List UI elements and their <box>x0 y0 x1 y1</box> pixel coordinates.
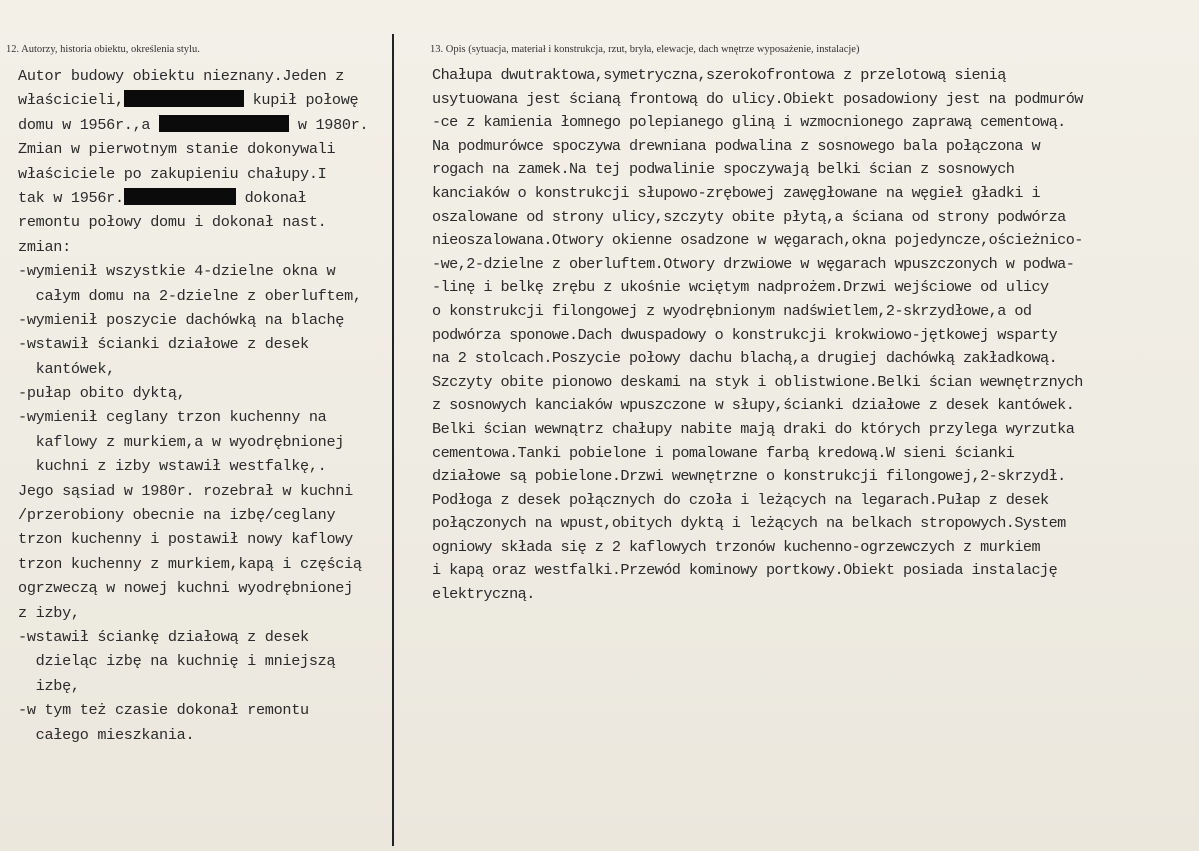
left-line: -wymienił poszycie dachówką na blachę <box>18 310 345 329</box>
section-12-text <box>18 64 393 747</box>
left-line: -wymienił ceglany trzon kuchenny na <box>18 408 327 427</box>
left-line: trzon kuchenny z murkiem,kapą i częścią <box>18 554 362 573</box>
right-line: Belki ścian wewnątrz chałupy nabite mają draki do których przylega wyrzutka <box>432 419 1075 438</box>
right-line: i kapą oraz westfalki.Przewód kominowy portkowy.Obiekt posiada instalację <box>432 561 1058 580</box>
section-12-header: 12. Autorzy, historia obiektu, określenia stylu. <box>6 44 200 55</box>
left-line: z izby, <box>18 603 80 622</box>
left-line <box>18 88 393 112</box>
left-line: kuchni z izby wstawił westfalkę,. <box>18 457 327 476</box>
section-13-text <box>432 64 1199 607</box>
right-line: o konstrukcji filongowej z wyodrębnionym nadświetlem,2-skrzydłowe,a od <box>432 301 1032 320</box>
left-line: kaflowy z murkiem,a w wyodrębnionej <box>18 432 345 451</box>
left-line: -w tym też czasie dokonał remontu <box>18 701 309 720</box>
left-line: właściciele po zakupieniu chałupy.I <box>18 164 327 183</box>
right-line: rogach na zamek.Na tej podwalinie spoczywają belki ścian z sosnowych <box>432 160 1015 179</box>
right-line: działowe są pobielone.Drzwi wewnętrzne o konstrukcji filongowej,2-skrzydł. <box>432 467 1066 486</box>
left-line: całego mieszkania. <box>18 725 195 744</box>
right-line: kanciaków o konstrukcji słupowo-zrębowej zawęgłowane na węgieł gładki i <box>432 183 1041 202</box>
left-line: ogrzweczą w nowej kuchni wyodrębnionej <box>18 579 353 598</box>
text-fragment: domu w 1956r.,a <box>18 115 160 134</box>
text-fragment: właścicieli, <box>18 91 124 110</box>
left-line: remontu połowy domu i dokonał nast. <box>18 213 327 232</box>
right-line: na 2 stolcach.Poszycie połowy dachu blachą,a drugiej dachówką zakładkową. <box>432 349 1058 368</box>
right-line: -ce z kamienia łomnego polepianego gliną i wzmocnionego zaprawą cementową. <box>432 113 1066 132</box>
right-line: cementowa.Tanki pobielone i pomalowane farbą kredową.W sieni ścianki <box>432 443 1015 462</box>
left-line <box>18 186 393 210</box>
left-line: /przerobiony obecnie na izbę/ceglany <box>18 506 336 525</box>
right-line: podwórza sponowe.Dach dwuspadowy o konstrukcji krokwiowo-jętkowej wsparty <box>432 325 1058 344</box>
right-line: -linę i belkę zrębu z ukośnie wciętym nadprożem.Drzwi wejściowe od ulicy <box>432 278 1049 297</box>
left-line: całym domu na 2-dzielne z oberluftem, <box>18 286 362 305</box>
right-line: nieoszalowana.Otwory okienne osadzone w węgarach,okna pojedyncze,ościeżnico- <box>432 231 1083 250</box>
text-fragment: tak w 1956r. <box>18 188 124 207</box>
right-line: -we,2-dzielne z oberluftem.Otwory drzwiowe w węgarach wpuszczonych w podwa- <box>432 254 1075 273</box>
right-line: z sosnowych kanciaków wpuszczone w słupy,ścianki działowe z desek kantówek. <box>432 396 1075 415</box>
left-line: Jego sąsiad w 1980r. rozebrał w kuchni <box>18 481 353 500</box>
redacted-name <box>159 115 289 132</box>
right-line: Na podmurówce spoczywa drewniana podwalina z sosnowego bala połączona w <box>432 136 1041 155</box>
right-line: Chałupa dwutraktowa,symetryczna,szerokofrontowa z przelotową sienią <box>432 66 1006 84</box>
left-line: Zmian w pierwotnym stanie dokonywali <box>18 140 336 159</box>
right-line: ogniowy składa się z 2 kaflowych trzonów kuchenno-ogrzewczych z murkiem <box>432 537 1041 556</box>
text-fragment: dokonał <box>235 188 307 207</box>
right-line: elektryczną. <box>432 585 535 604</box>
left-line: -wstawił ściankę działową z desek <box>18 627 309 646</box>
left-line: trzon kuchenny i postawił nowy kaflowy <box>18 530 353 549</box>
left-line: Autor budowy obiektu nieznany.Jeden z <box>18 67 345 85</box>
left-line: dzieląc izbę na kuchnię i mniejszą <box>18 652 336 671</box>
section-13-header: 13. Opis (sytuacja, materiał i konstrukcja, rzut, bryła, elewacje, dach wnętrze wyposażenie, instalacje) <box>430 44 860 55</box>
left-line: izbę, <box>18 676 80 695</box>
redacted-name <box>124 90 244 107</box>
left-line: kantówek, <box>18 359 115 378</box>
right-line: Podłoga z desek połącznych do czoła i leżących na legarach.Pułap z desek <box>432 490 1049 509</box>
right-line: oszalowane od strony ulicy,szczyty obite płytą,a ściana od strony podwórza <box>432 207 1066 226</box>
left-line: zmian: <box>18 237 71 256</box>
left-line: -wstawił ścianki działowe z desek <box>18 335 309 354</box>
text-fragment: w 1980r. <box>289 115 369 134</box>
left-line <box>18 113 393 137</box>
right-line: Szczyty obite pionowo deskami na styk i oblistwione.Belki ścian wewnętrznych <box>432 372 1083 391</box>
left-line: -wymienił wszystkie 4-dzielne okna w <box>18 262 336 281</box>
redacted-name <box>124 188 236 205</box>
right-line: połączonych na wpust,obitych dyktą i leżących na belkach stropowych.System <box>432 514 1066 533</box>
text-fragment: kupił połowę <box>243 91 359 110</box>
right-line: usytuowana jest ścianą frontową do ulicy.Obiekt posadowiony jest na podmurów <box>432 89 1083 108</box>
left-line: -pułap obito dyktą, <box>18 384 186 403</box>
